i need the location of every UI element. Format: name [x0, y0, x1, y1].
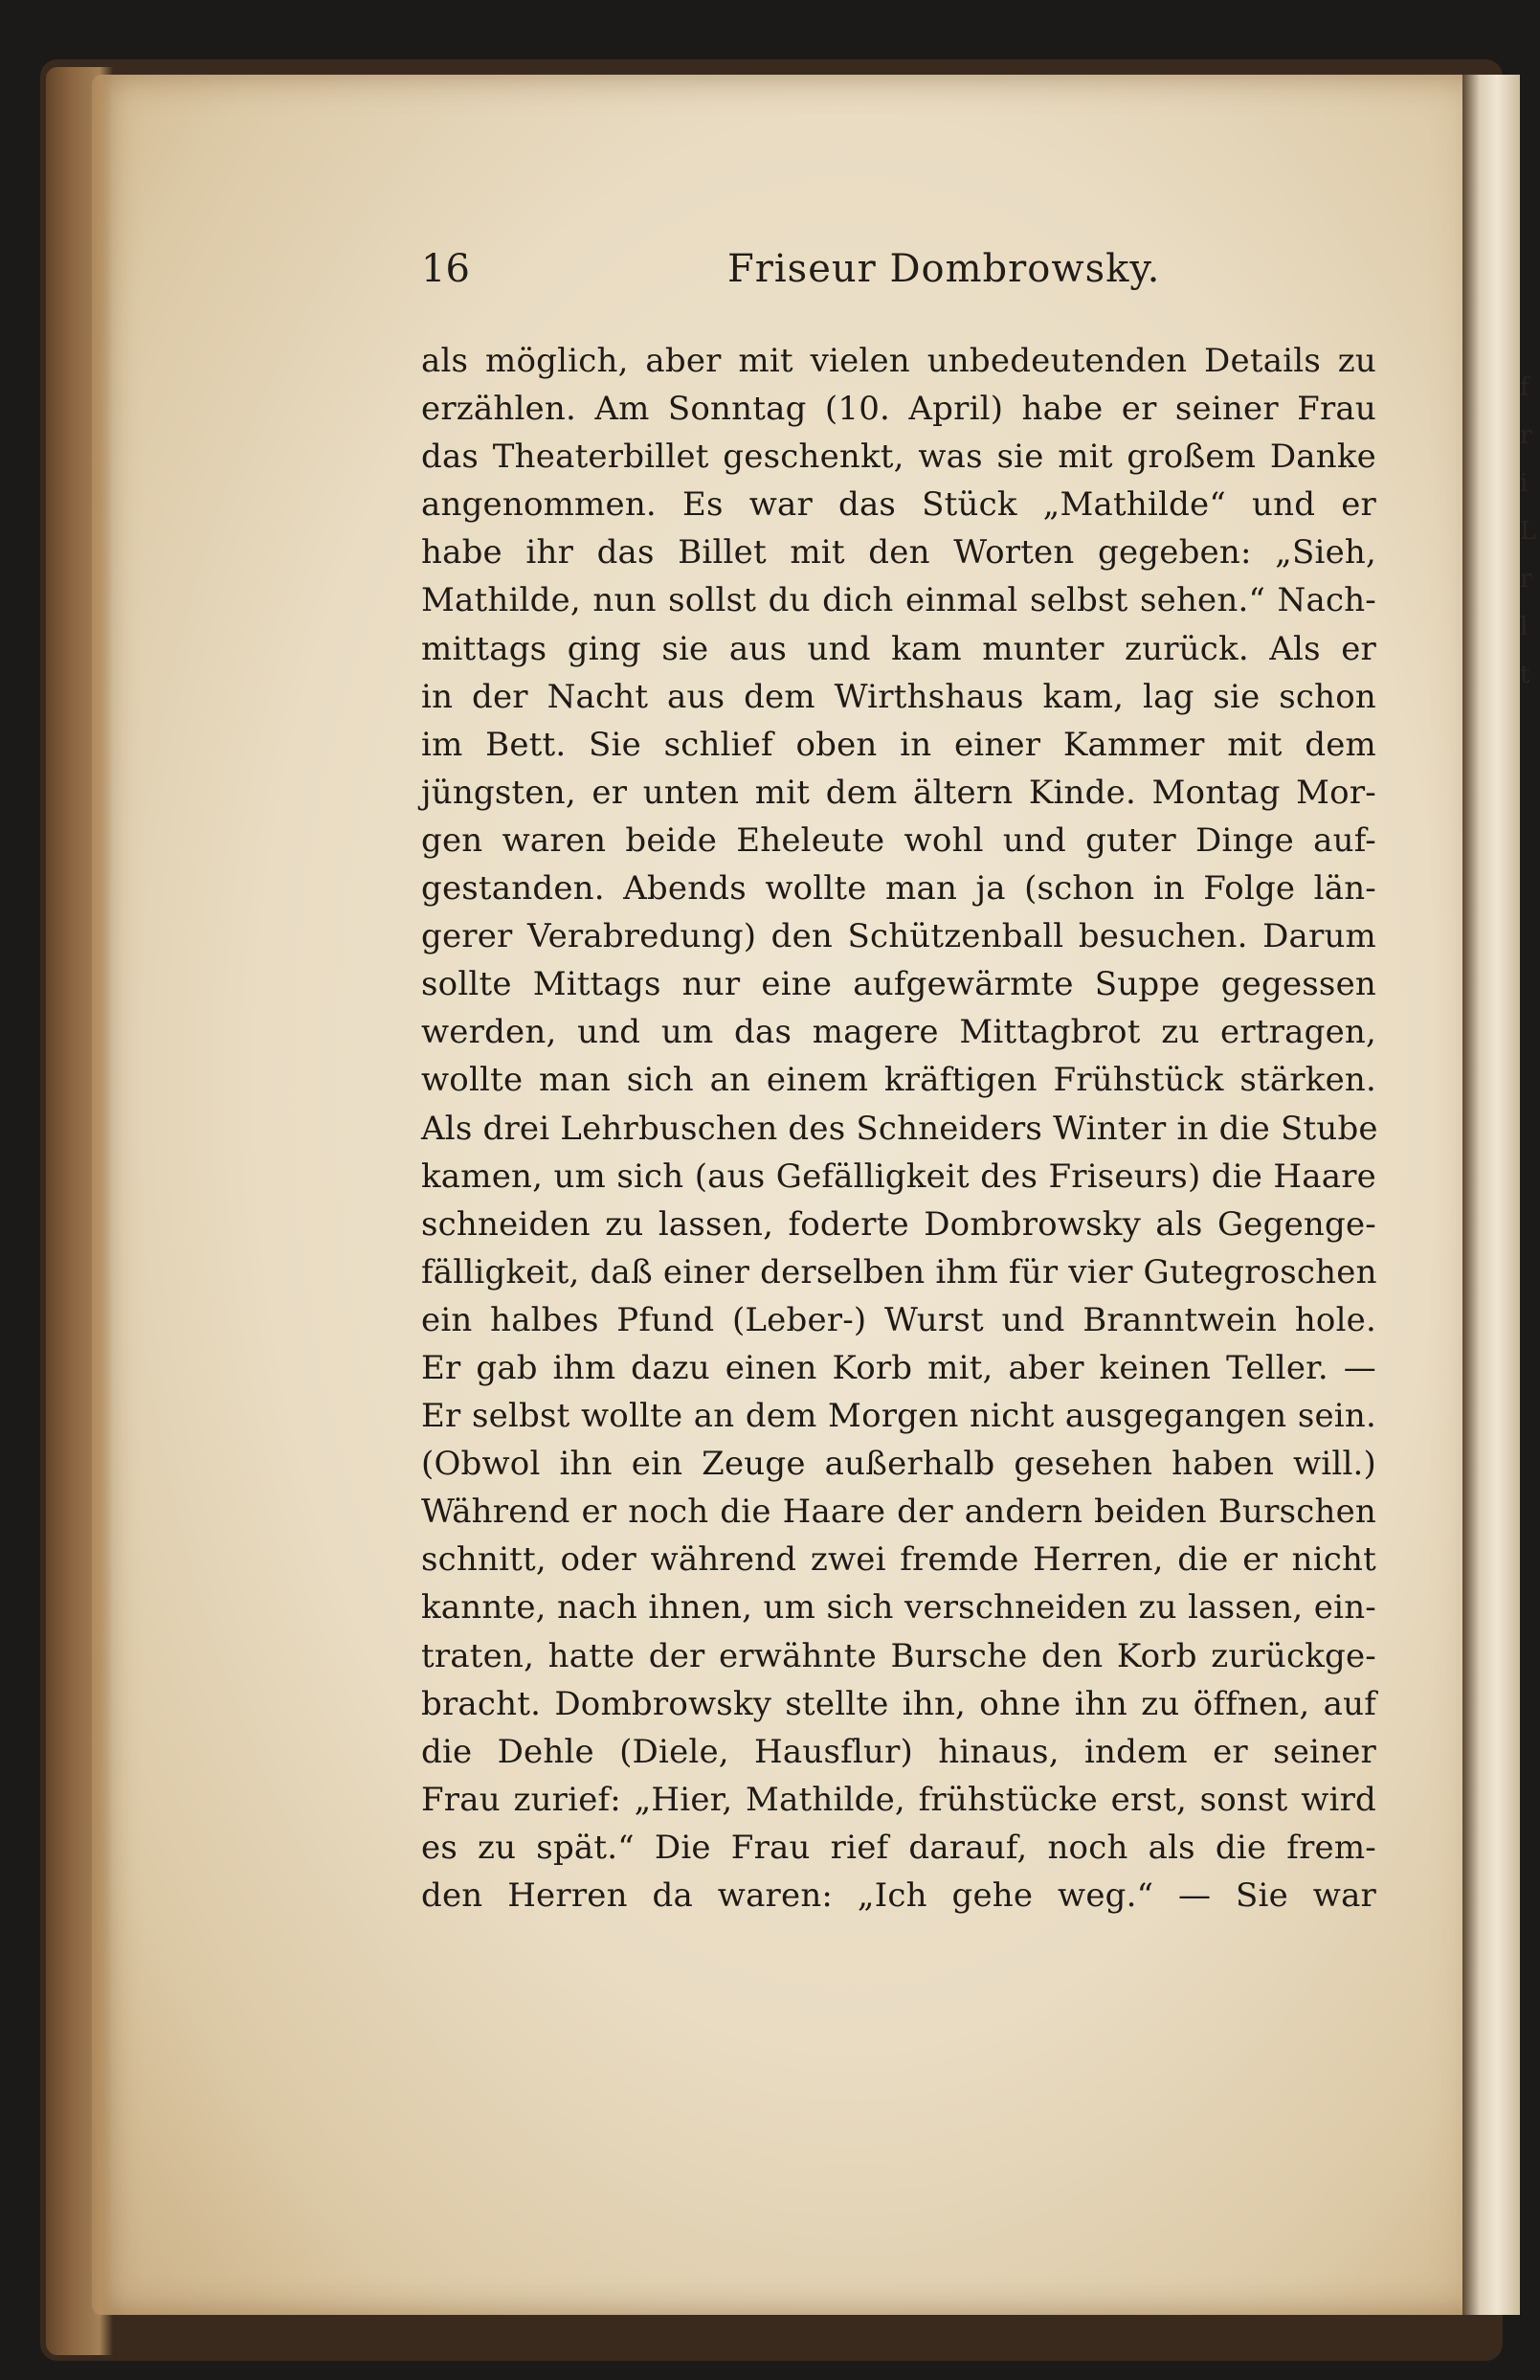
text-line: wollte man sich an einem kräftigen Frühstück stärken. — [421, 1061, 1376, 1100]
edge-fragment: r — [1520, 421, 1532, 450]
text-line: traten, hatte der erwähnte Bursche den Korb zurückge- — [421, 1636, 1376, 1675]
text-line: Er selbst wollte an dem Morgen nicht ausgegangen sein. — [421, 1397, 1376, 1436]
text-line: Frau zurief: „Hier, Mathilde, frühstücke erst, sonst wird — [421, 1780, 1376, 1819]
edge-fragment: i — [1520, 469, 1529, 498]
text-line: schneiden zu lassen, foderte Dombrowsky als Gegenge- — [421, 1204, 1376, 1244]
text-line: den Herren da waren: „Ich gehe weg.“ — Sie war — [421, 1876, 1376, 1915]
page-edge-stain — [46, 67, 113, 2355]
text-line: angenommen. Es war das Stück „Mathilde“ und er — [421, 485, 1376, 525]
text-line: Während er noch die Haare der andern beiden Burschen — [421, 1493, 1376, 1532]
text-line: im Bett. Sie schlief oben in einer Kammer mit dem — [421, 725, 1376, 764]
text-line: es zu spät.“ Die Frau rief darauf, noch als die frem- — [421, 1828, 1376, 1867]
text-line: gerer Verabredung) den Schützenball besuchen. Darum — [421, 917, 1376, 956]
book-gutter — [1462, 75, 1520, 2315]
text-line: Mathilde, nun sollst du dich einmal selbst sehen.“ Nach- — [421, 581, 1376, 620]
text-line: gen waren beide Eheleute wohl und guter Dinge auf- — [421, 820, 1376, 860]
text-line: sollte Mittags nur eine aufgewärmte Suppe gegessen — [421, 965, 1376, 1004]
text-line: schnitt, oder während zwei fremde Herren, die er nicht — [421, 1540, 1376, 1580]
page-header — [421, 247, 1378, 304]
text-line: die Dehle (Diele, Hausflur) hinaus, indem er seiner — [421, 1732, 1376, 1771]
text-line: Als drei Lehrbuschen des Schneiders Winter in die Stube — [421, 1109, 1378, 1148]
text-line: gestanden. Abends wollte man ja (schon in Folge län- — [421, 869, 1376, 909]
text-line: als möglich, aber mit vielen unbedeutenden Details zu — [421, 342, 1376, 380]
text-line: ein halbes Pfund (Leber-) Wurst und Branntwein hole. — [421, 1300, 1376, 1339]
text-line: fälligkeit, daß einer derselben ihm für vier Gutegroschen — [421, 1252, 1377, 1291]
edge-fragment: l — [1520, 613, 1529, 641]
edge-fragment: r — [1520, 565, 1532, 594]
running-title: Friseur Dombrowsky. — [727, 247, 1161, 291]
next-page-edge-fragments — [1520, 364, 1537, 699]
text-line: in der Nacht aus dem Wirthshaus kam, lag sie schon — [421, 677, 1376, 716]
text-line: das Theaterbillet geschenkt, was sie mit großem Danke — [421, 438, 1376, 477]
page-number: 16 — [421, 247, 470, 291]
text-line: kannte, nach ihnen, um sich verschneiden zu lassen, ein- — [421, 1588, 1376, 1628]
text-line: mittags ging sie aus und kam munter zurück. Als er — [421, 629, 1376, 668]
text-line: werden, und um das magere Mittagbrot zu ertragen, — [421, 1013, 1376, 1052]
edge-fragment: t — [1520, 661, 1530, 689]
edge-fragment: f — [1520, 373, 1529, 402]
text-line: erzählen. Am Sonntag (10. April) habe er seiner Frau — [421, 390, 1376, 429]
text-line: kamen, um sich (aus Gefälligkeit des Friseurs) die Haare — [421, 1156, 1376, 1196]
edge-fragment: L — [1520, 517, 1537, 546]
text-line: (Obwol ihn ein Zeuge außerhalb gesehen haben will.) — [421, 1445, 1376, 1484]
text-line: habe ihr das Billet mit den Worten gegeben: „Sieh, — [421, 533, 1376, 573]
text-line: jüngsten, er unten mit dem ältern Kinde. Montag Mor- — [421, 773, 1376, 812]
text-line: Er gab ihm dazu einen Korb mit, aber keinen Teller. — — [421, 1348, 1376, 1387]
text-line: bracht. Dombrowsky stellte ihn, ohne ihn zu öffnen, auf — [421, 1684, 1376, 1723]
body-text — [421, 337, 1376, 1920]
